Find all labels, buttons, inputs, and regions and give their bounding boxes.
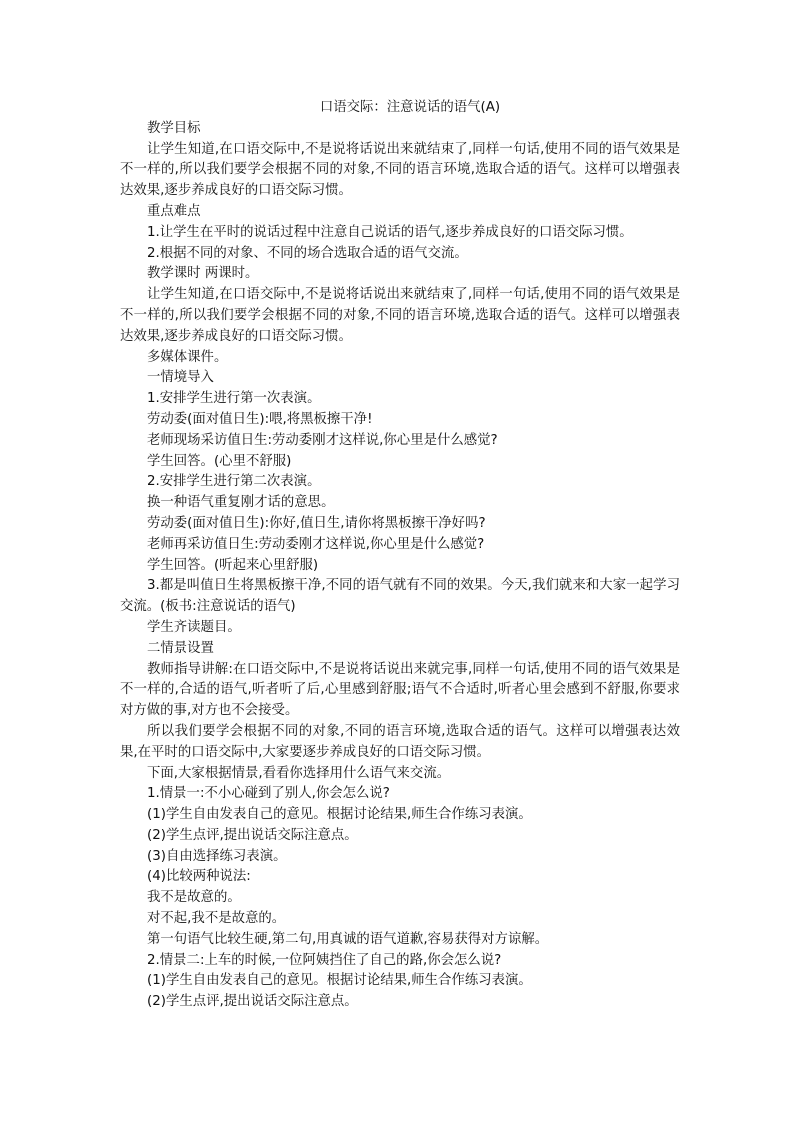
- paragraph: 所以我们要学会根据不同的对象,不同的语言环境,选取合适的语气。这样可以增强表达效果,在平时的口语交际中,大家要逐步养成良好的口语交际习惯。: [120, 723, 680, 760]
- paragraph: (2)学生点评,提出说话交际注意点。: [147, 994, 358, 1010]
- paragraph: 让学生知道,在口语交际中,不是说将话说出来就结束了,同样一句话,使用不同的语气效果是不一样的,所以我们要学会根据不同的对象,不同的语言环境,选取合适的语气。这样可以增强表达效果,逐步养成良好的口语交际习惯。: [120, 141, 680, 199]
- paragraph: (2)学生点评,提出说话交际注意点。: [147, 827, 358, 843]
- document-title: 口语交际：注意说话的语气(A): [319, 100, 501, 115]
- paragraph: 对不起,我不是故意的。: [147, 911, 286, 927]
- paragraph: (1)学生自由发表自己的意见。根据讨论结果,师生合作练习表演。: [147, 973, 532, 989]
- section-heading-scenarios: 二情景设置: [147, 640, 214, 656]
- paragraph: 1.让学生在平时的说话过程中注意自己说话的语气,逐步养成良好的口语交际习惯。: [147, 224, 633, 240]
- paragraph: 学生回答。(听起来心里舒服): [147, 557, 319, 573]
- paragraph: 多媒体课件。: [147, 349, 228, 365]
- paragraph: 2.安排学生进行第二次表演。: [147, 474, 321, 490]
- paragraph: 下面,大家根据情景,看看你选择用什么语气来交流。: [147, 765, 451, 781]
- paragraph: 2.情景二:上车的时候,一位阿姨挡住了自己的路,你会怎么说?: [147, 952, 502, 968]
- paragraph: (1)学生自由发表自己的意见。根据讨论结果,师生合作练习表演。: [147, 807, 532, 823]
- paragraph: 学生齐读题目。: [147, 619, 241, 635]
- paragraph: 让学生知道,在口语交际中,不是说将话说出来就结束了,同样一句话,使用不同的语气效果是不一样的,所以我们要学会根据不同的对象,不同的语言环境,选取合适的语气。这样可以增强表达效果,逐步养成良好的口语交际习惯。: [120, 287, 680, 344]
- paragraph: 老师再采访值日生:劳动委刚才这样说,你心里是什么感觉?: [147, 536, 485, 552]
- section-heading-hours: 教学课时 两课时。: [147, 266, 259, 282]
- section-heading-intro: 一情境导入: [147, 370, 214, 386]
- paragraph: 第一句语气比较生硬,第二句,用真诚的语气道歉,容易获得对方谅解。: [147, 931, 549, 947]
- paragraph: 劳动委(面对值日生):喂,将黑板擦干净!: [147, 411, 373, 427]
- section-heading-key-points: 重点难点: [147, 203, 201, 219]
- paragraph: 1.安排学生进行第一次表演。: [147, 391, 321, 407]
- paragraph: 学生回答。(心里不舒服): [147, 453, 292, 469]
- paragraph: 3.都是叫值日生将黑板擦干净,不同的语气就有不同的效果。今天,我们就来和大家一起学习交流。(板书:注意说话的语气): [120, 578, 680, 615]
- paragraph: 我不是故意的。: [147, 890, 241, 906]
- section-heading-objectives: 教学目标: [147, 120, 201, 136]
- document-page: [120, 98, 680, 1013]
- paragraph: 2.根据不同的对象、不同的场合选取合适的语气交流。: [147, 245, 468, 261]
- paragraph: 1.情景一:不小心碰到了别人,你会怎么说?: [147, 786, 390, 802]
- paragraph: 教师指导讲解:在口语交际中,不是说将话说出来就完事,同样一句话,使用不同的语气效果是不一样的,合适的语气,听者听了后,心里感到舒服;语气不合适时,听者心里会感到不舒服,你要求对方做的事,对方也不会接受。: [120, 661, 680, 719]
- paragraph: 老师现场采访值日生:劳动委刚才这样说,你心里是什么感觉?: [147, 432, 498, 448]
- paragraph: (4)比较两种说法:: [147, 869, 251, 885]
- paragraph: 换一种语气重复刚才话的意思。: [147, 495, 335, 511]
- paragraph: (3)自由选择练习表演。: [147, 848, 287, 864]
- paragraph: 劳动委(面对值日生):你好,值日生,请你将黑板擦干净好吗?: [147, 515, 486, 531]
